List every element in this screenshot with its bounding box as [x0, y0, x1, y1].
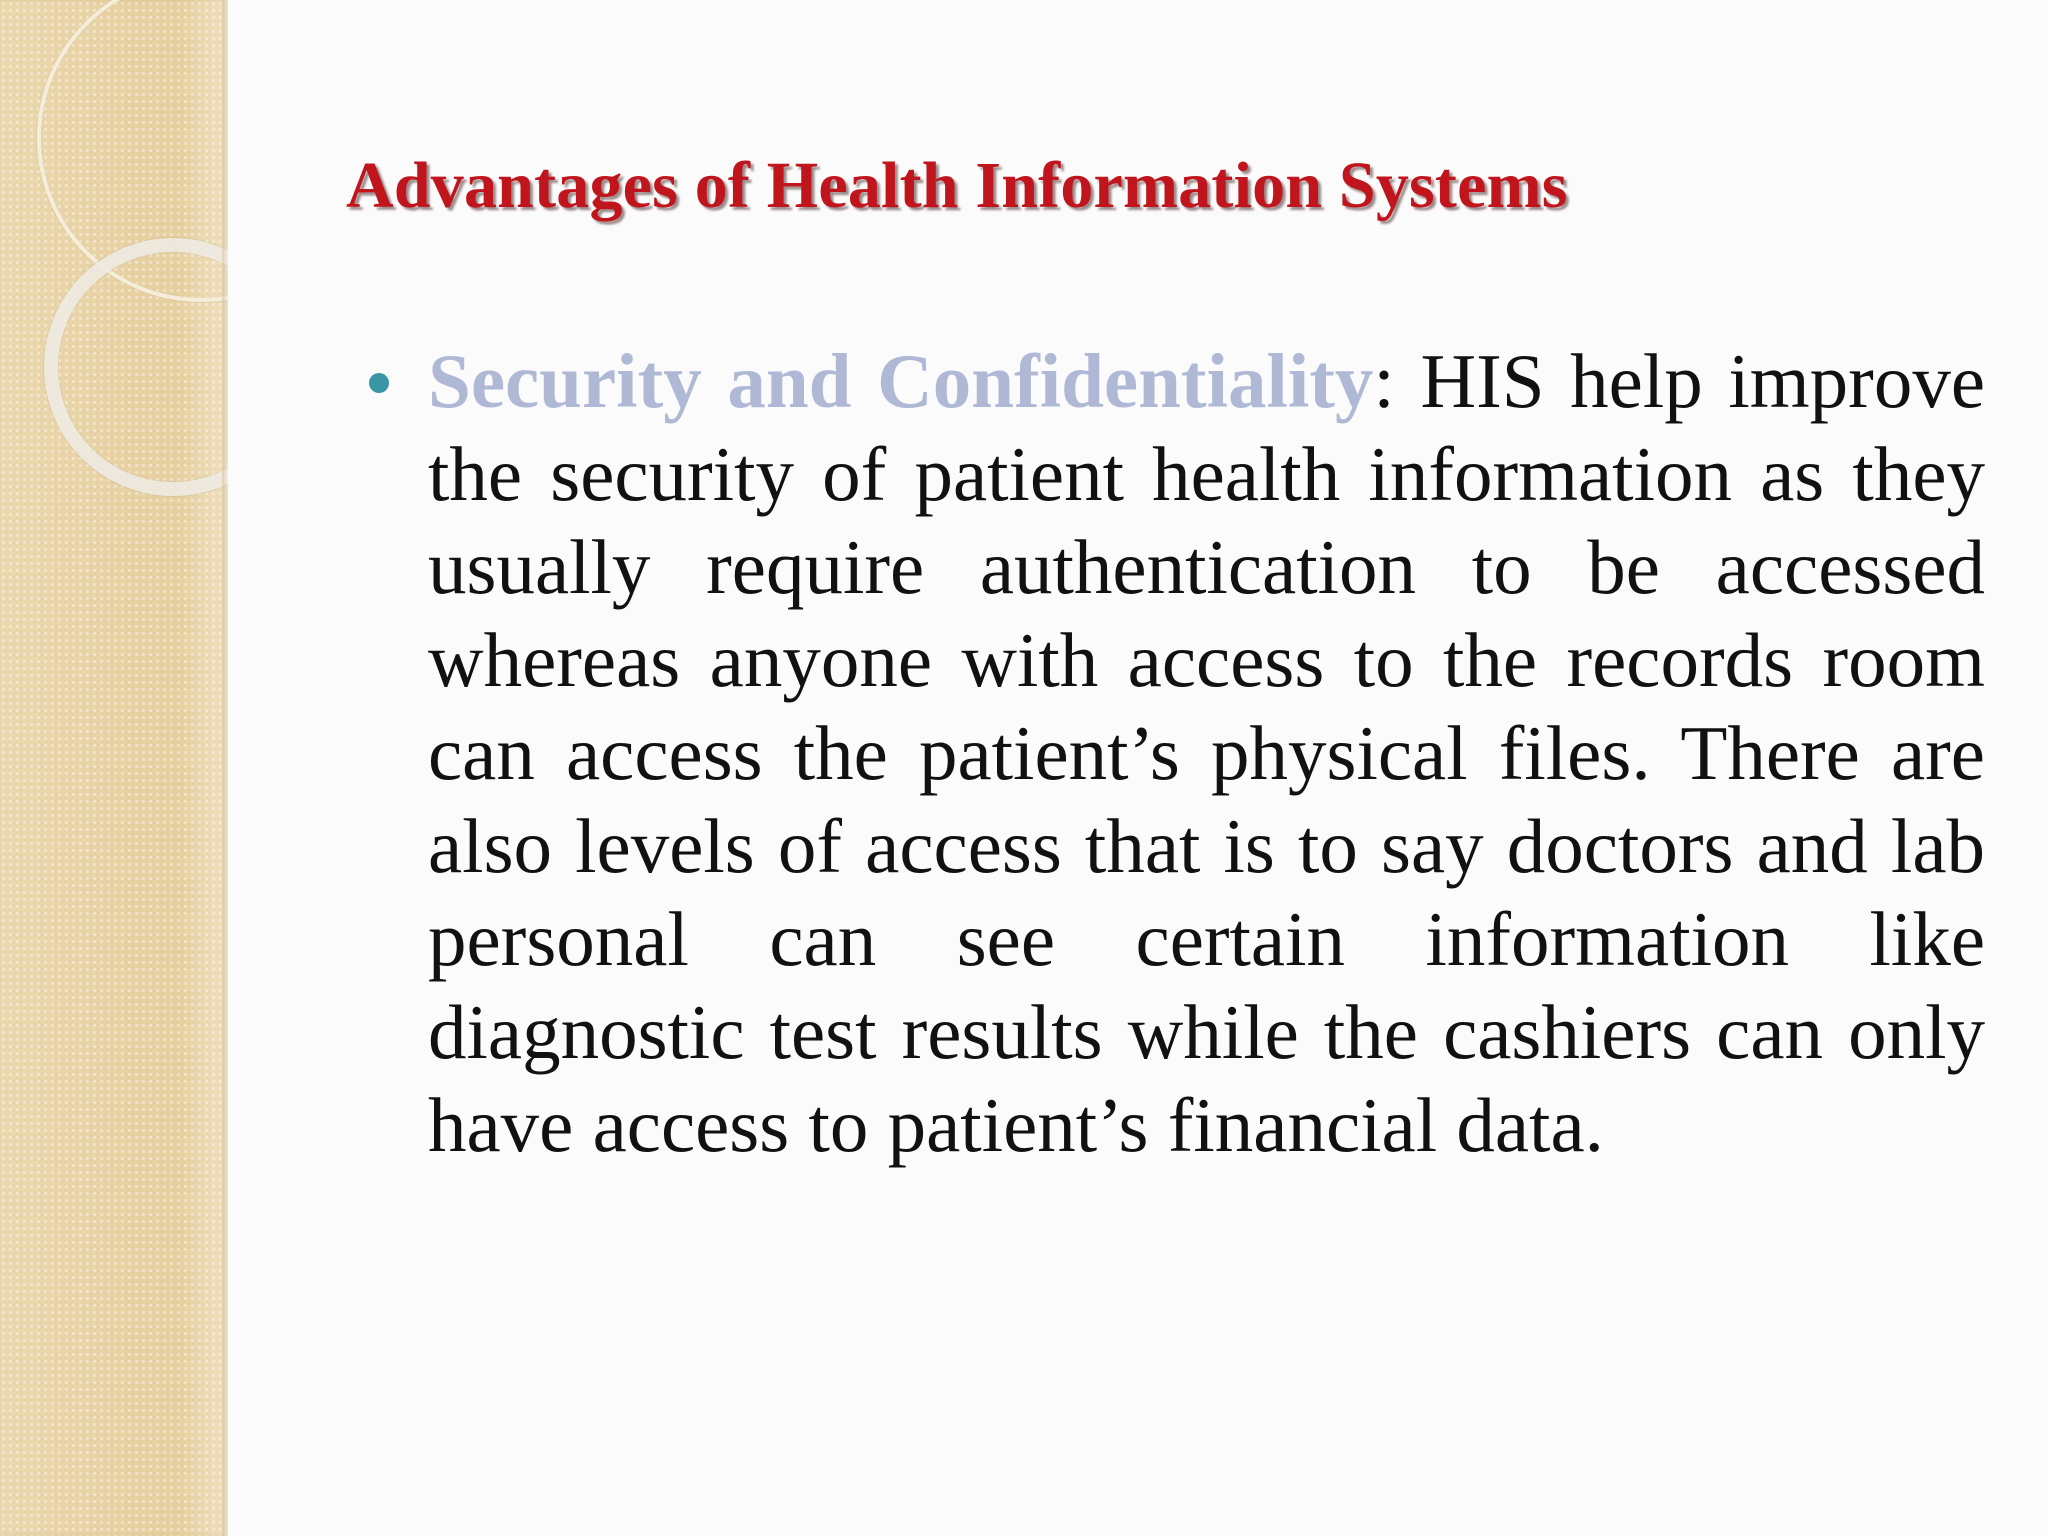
bullet-term: Security and Confidentiality	[428, 338, 1374, 424]
slide-title: Advantages of Health Information Systems	[346, 149, 1568, 222]
slide-content	[345, 335, 1985, 1172]
bullet-dot-icon	[369, 373, 389, 393]
decorative-ring-large	[37, 0, 228, 302]
bullet-separator: :	[1373, 338, 1395, 424]
sidebar-edge	[222, 0, 228, 1536]
bullet-body: HIS help improve the security of patient health information as they usually require authentication to be accessed whereas anyone with access to the records room can access the patient’s physical files. There are also levels of access that is to say doctors and lab personal can see certain information like diagnostic test results while the cashiers can only have access to patient’s financial data.	[428, 338, 1985, 1168]
bullet-text	[428, 335, 1985, 1172]
decorative-sidebar	[0, 0, 228, 1536]
bullet-item-security	[345, 335, 1985, 1172]
decorative-ring-small	[44, 238, 228, 496]
